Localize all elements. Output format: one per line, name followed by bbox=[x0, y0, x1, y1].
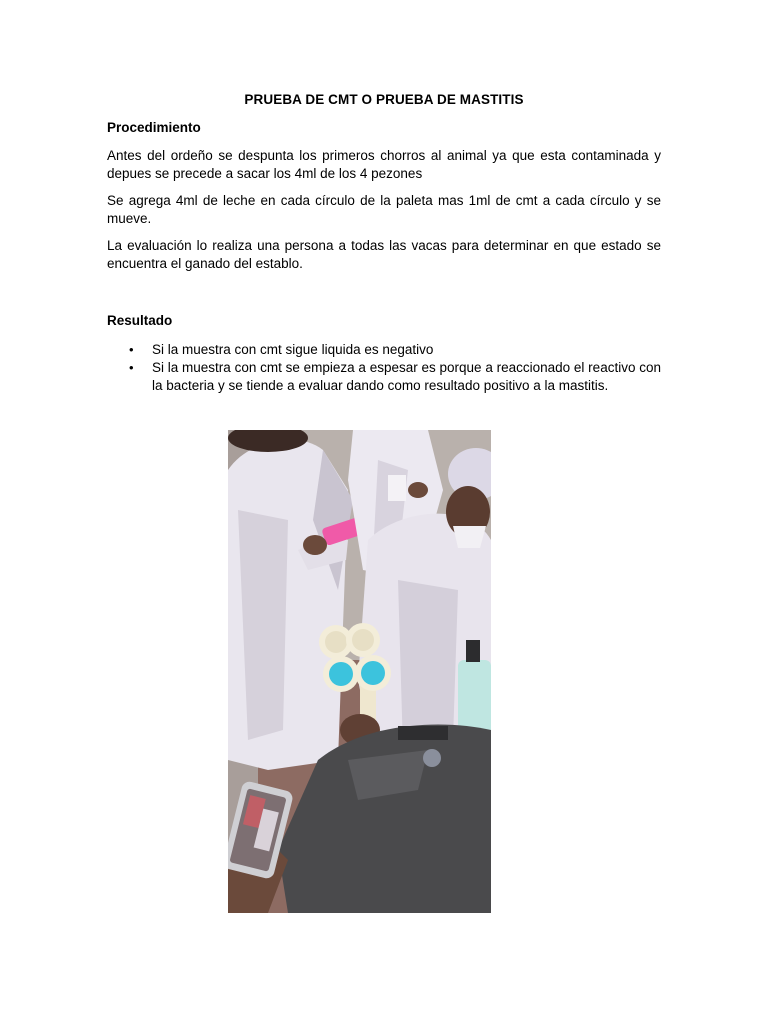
cmt-test-photo bbox=[228, 430, 491, 913]
list-item bbox=[107, 341, 661, 359]
result-list bbox=[107, 341, 661, 395]
result-heading: Resultado bbox=[107, 313, 173, 328]
result-item-text: Si la muestra con cmt se empieza a espesar es porque a reaccionado el reactivo con la bacteria y se tiende a evaluar dando como resultado positivo a la mastitis. bbox=[152, 360, 661, 393]
result-item-text: Si la muestra con cmt sigue liquida es negativo bbox=[152, 342, 434, 357]
reagent-well-icon bbox=[361, 661, 385, 685]
document-title: PRUEBA DE CMT O PRUEBA DE MASTITIS bbox=[244, 92, 524, 107]
procedure-paragraph-1: Antes del ordeño se despunta los primeros chorros al animal ya que esta contaminada y depues se precede a sacar los 4ml de los 4 pezones bbox=[107, 148, 661, 181]
reagent-well-icon bbox=[329, 662, 353, 686]
list-item bbox=[107, 359, 661, 395]
photo-illustration bbox=[228, 430, 491, 913]
procedure-paragraph-3: La evaluación lo realiza una persona a todas las vacas para determinar en que estado se encuentra el ganado del establo. bbox=[107, 238, 661, 271]
procedure-paragraph-2: Se agrega 4ml de leche en cada círculo de la paleta mas 1ml de cmt a cada círculo y se mueve. bbox=[107, 193, 661, 226]
bullet-icon: • bbox=[129, 360, 134, 375]
procedure-heading: Procedimiento bbox=[107, 120, 201, 135]
bullet-icon: • bbox=[129, 342, 134, 357]
